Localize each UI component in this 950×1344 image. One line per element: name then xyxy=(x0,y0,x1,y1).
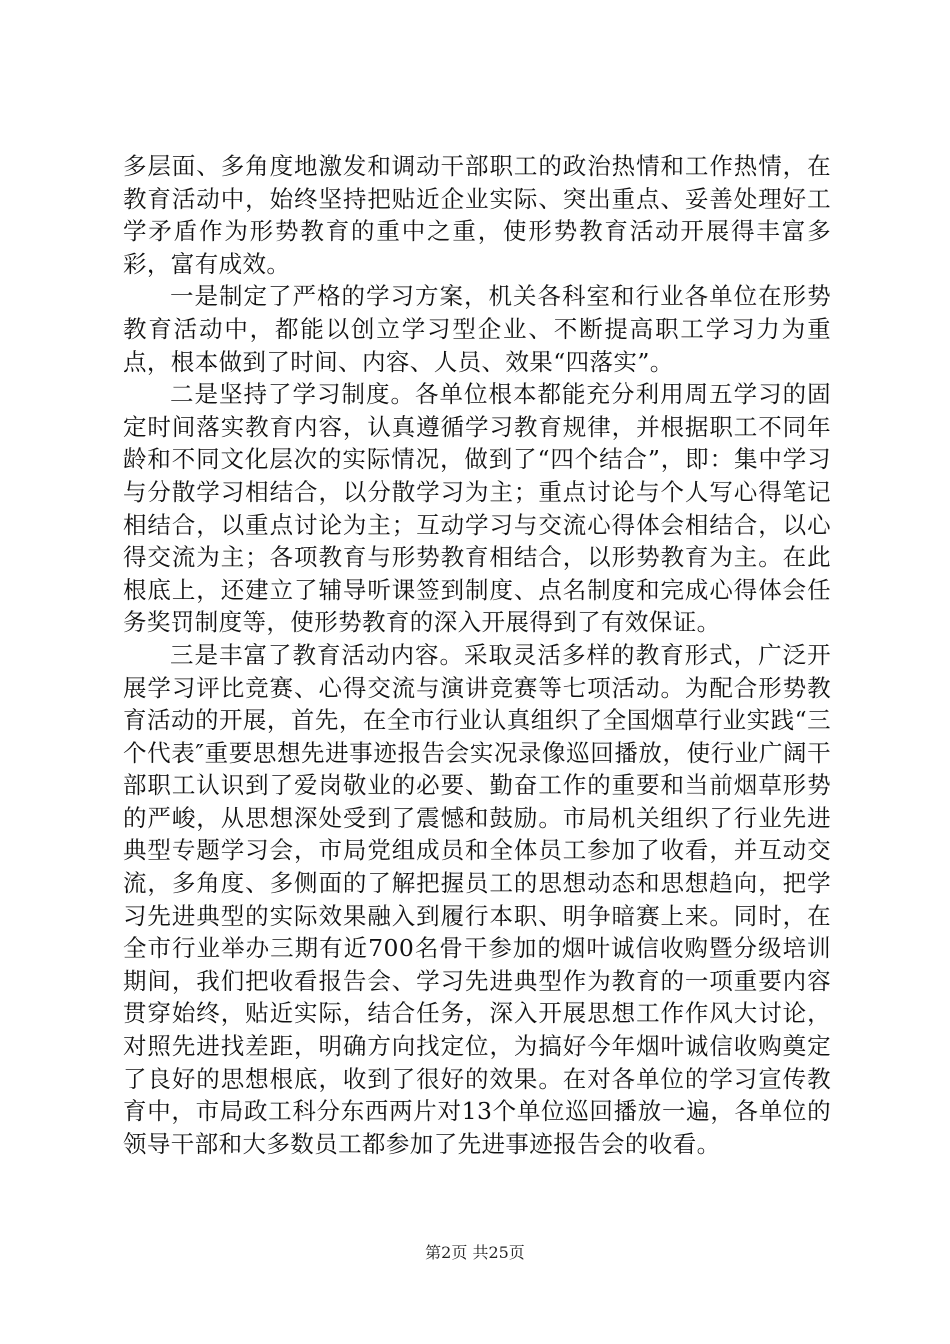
paragraph-study-system: 二是坚持了学习制度。各单位根本都能充分利用周五学习的固定时间落实教育内容，认真遵循学习教育规律，并根据职工不同年龄和不同文化层次的实际情况，做到了“四个结合”，即：集中学习与分散学习相结合，以分散学习为主；重点讨论与个人写心得笔记相结合，以重点讨论为主；互动学习与交流心得体会相结合，以心得交流为主；各项教育与形势教育相结合，以形势教育为主。在此根底上，还建立了辅导听课签到制度、点名制度和完成心得体会任务奖罚制度等，使形势教育的深入开展得到了有效保证。 xyxy=(123,380,831,637)
document-body xyxy=(123,150,831,1160)
paragraph-activity-content: 三是丰富了教育活动内容。采取灵活多样的教育形式，广泛开展学习评比竞赛、心得交流与演讲竞赛等七项活动。为配合形势教育活动的开展，首先，在全市行业认真组织了全国烟草行业实践“三个代表″重要思想先进事迹报告会实况录像巡回播放，使行业广阔干部职工认识到了爱岗敬业的必要、勤奋工作的重要和当前烟草形势的严峻，从思想深处受到了震憾和鼓励。市局机关组织了行业先进典型专题学习会，市局党组成员和全体员工参加了收看，并互动交流，多角度、多侧面的了解把握员工的思想动态和思想趋向，把学习先进典型的实际效果融入到履行本职、明争暗赛上来。同时，在全市行业举办三期有近700名骨干参加的烟叶诚信收购暨分级培训期间，我们把收看报告会、学习先进典型作为教育的一项重要内容贯穿始终，贴近实际，结合任务，深入开展思想工作作风大讨论，对照先进找差距，明确方向找定位，为搞好今年烟叶诚信收购奠定了良好的思想根底，收到了很好的效果。在对各单位的学习宣传教育中，市局政工科分东西两片对13个单位巡回播放一遍，各单位的领导干部和大多数员工都参加了先进事迹报告会的收看。 xyxy=(123,640,831,1158)
paragraph-continuation: 多层面、多角度地激发和调动干部职工的政治热情和工作热情，在教育活动中，始终坚持把贴近企业实际、突出重点、妥善处理好工学矛盾作为形势教育的重中之重，使形势教育活动开展得丰富多彩，富有成效。 xyxy=(123,152,831,278)
page-number-footer: 第2页 共25页 xyxy=(425,1243,525,1262)
paragraph-study-plan: 一是制定了严格的学习方案，机关各科室和行业各单位在形势教育活动中，都能以创立学习型企业、不断提高职工学习力为重点，根本做到了时间、内容、人员、效果“四落实”。 xyxy=(123,282,831,376)
